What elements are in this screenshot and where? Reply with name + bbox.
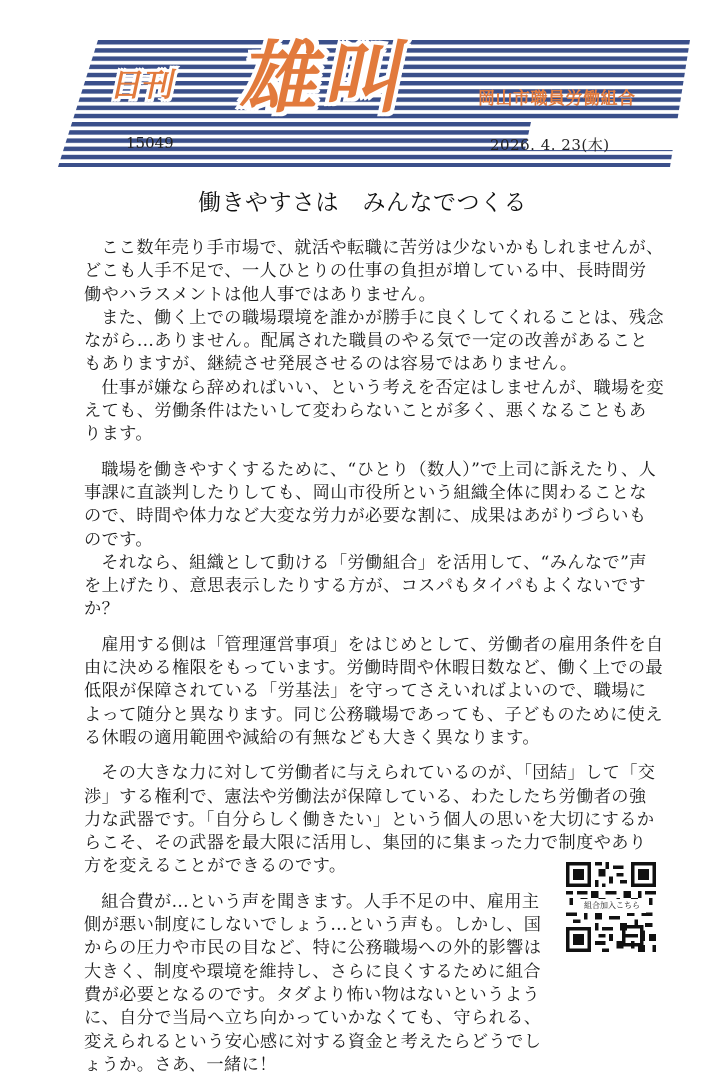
qr-code-label: 組合加入こちら: [578, 899, 646, 913]
paragraph: 組合費が…という声を聞きます。人手不足の中、雇用主側が悪い制度にしないでしょう…という声も。しかし、国からの圧力や市民の目など、特に公務職場への外的影響は大きく、制度や環境を維持し、さらに良くするために組合費が必要となるのです。タダより怖い物はないというように、自分で当局へ立ち向かっていかなくても、守られる、変えられるという安心感に対する資金と考えたらどうでしょうか。さあ、一緒に！: [84, 891, 542, 1075]
paragraph: 仕事が嫌なら辞めればいい、という考えを否定はしませんが、職場を変えても、労働条件はたいして変わらないことが多く、悪くなることもあります。: [84, 377, 664, 445]
paragraph: それなら、組織として動ける「労働組合」を活用して、“みんなで”声を上げたり、意思表示したりする方が、コスパもタイパもよくないですか？: [84, 552, 647, 620]
masthead-small-title: 日刊: [107, 66, 178, 104]
paragraph: 雇用する側は「管理運営事項」をはじめとして、労働者の雇用条件を自由に決める権限をもっています。労働時間や休暇日数など、働く上での最低限が保障されている「労基法」を守ってさえいればよいので、職場によって随分と異なります。同じ公務職場であっても、子どものために使える休暇の適用範囲や減給の有無なども大きく異なります。: [84, 634, 664, 748]
paragraph: ここ数年売り手市場で、就活や転職に苦労は少ないかもしれませんが、どこも人手不足で、一人ひとりの仕事の負担が増している中、長時間労働やハラスメントは他人事ではありません。: [84, 238, 664, 305]
paragraph: その大きな力に対して労働者に与えられているのが、「団結」して「交渉」する権利で、憲法や労働法が保障している、わたしたち労働者の強力な武器です。「自分らしく働きたい」という個人の思いを大切にするからこそ、その武器を最大限に活用し、集団的に集まった力で制度やあり方を変えることができるのです。: [84, 763, 656, 877]
article-headline: 働きやすさは みんなでつくる: [198, 190, 527, 216]
union-name: 岡山市職員労働組合: [478, 89, 636, 109]
issue-number: 15049: [126, 134, 174, 152]
paragraph: また、働く上での職場環境を誰かが勝手に良くしてくれることは、残念ながら…ありません。配属された職員のやる気で一定の改善があることもありますが、継続させ発展させるのは容易ではありません。: [84, 307, 664, 375]
paragraph: 職場を働きやすくするために、“ひとり（数人）”で上司に訴えたり、人事課に直談判したりしても、岡山市役所という組織全体に関わることなので、時間や体力など大変な労力が必要な割に、成果はあがりづらいものです。: [84, 459, 657, 550]
issue-date: 2026. 4. 23(木): [490, 136, 610, 154]
masthead-title: 雄叫: [234, 34, 422, 124]
